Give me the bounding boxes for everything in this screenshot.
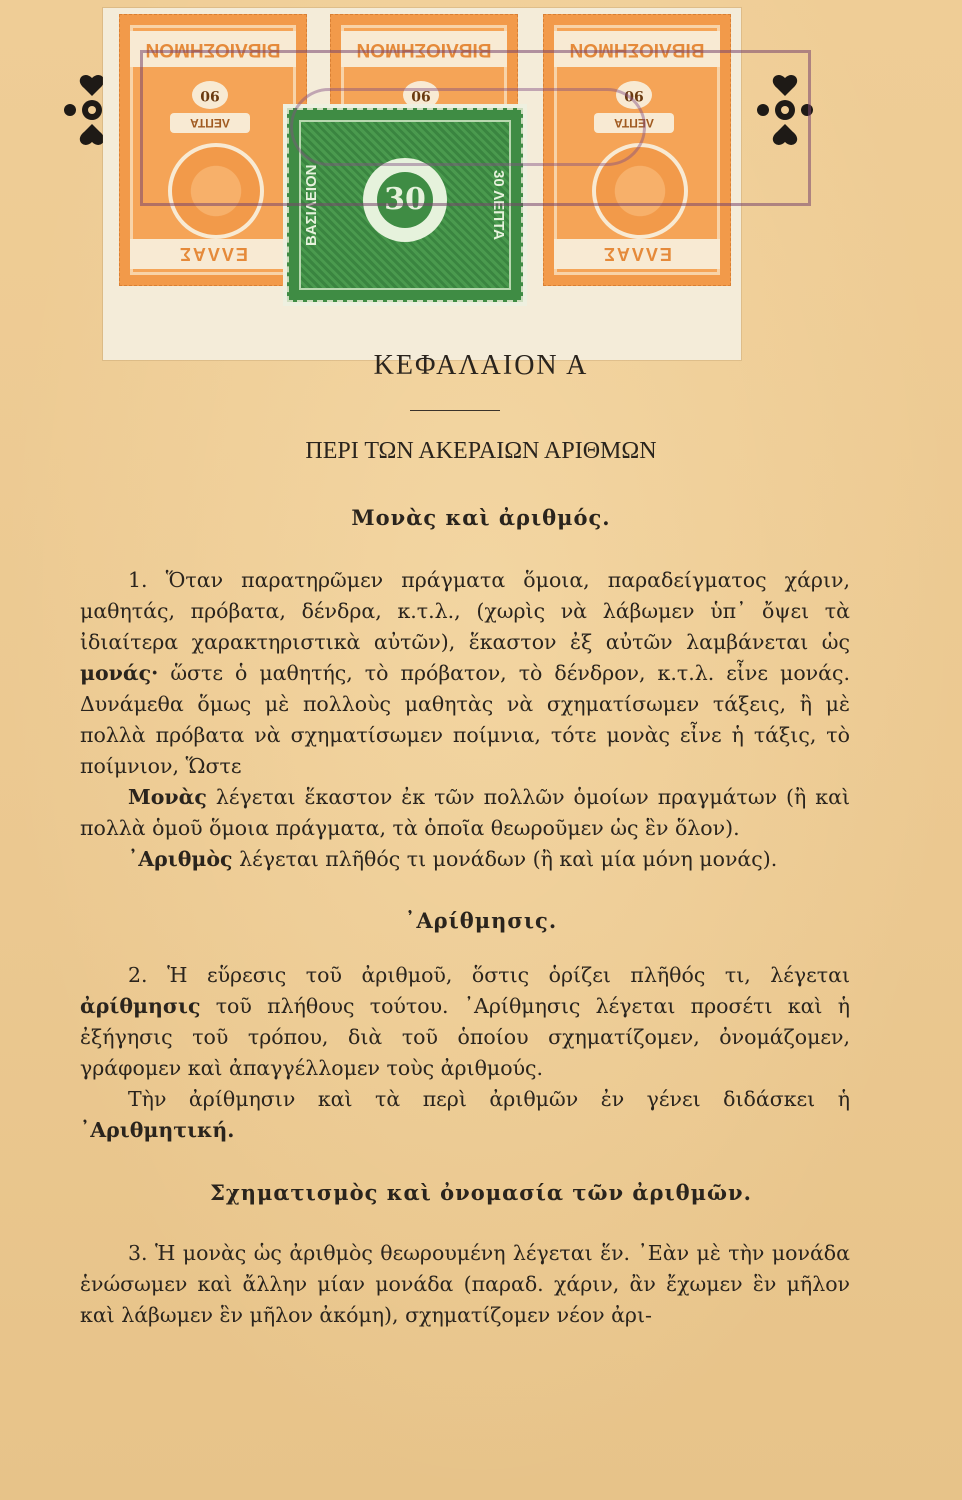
stamp-header: BIBΛIOΣHMON [341, 31, 507, 67]
stamp-footer: EΛΛAΣ [554, 239, 720, 269]
para2-text: 2. Ἡ εὕρεσις τοῦ ἀριθμοῦ, ὅστις ὁρίζει πλῆθός τι, λέγεται [128, 963, 850, 987]
para3-text: Τὴν ἀρίθμησιν καὶ τὰ περὶ ἀριθμῶν ἐν γένει διδάσκει ἡ [128, 1087, 850, 1111]
subheading-formation: Σχηματισμὸς καὶ ὀνομασία τῶν ἀριθμῶν. [210, 1180, 752, 1205]
para1-text-b: ὥστε ὁ μαθητής, τὸ πρόβατον, τὸ δένδρον, κ.τ.λ. εἶνε μονάς. Δυνάμεθα ὅμως μὲ πολλοὺς μαθητὰς νὰ σχηματίσωμεν τάξεις, ἢ μὲ πολλὰ πρόβατα νὰ σχηματίσωμεν ποίμνια, τότε μονὰς εἶνε ἡ τάξις, τὸ ποίμνιον, Ὥστε [80, 661, 850, 778]
green-stamp-left-text: BAΣIΛEION [303, 164, 320, 246]
coat-of-arms-icon [363, 158, 447, 242]
stamp-unit: ΛEΠTA [170, 113, 250, 133]
right-ornament-icon [755, 70, 815, 150]
paragraph-2 [80, 960, 850, 1146]
paragraph-3 [80, 1238, 850, 1331]
term-arithmitiki: ᾽Αριθμητική. [80, 1118, 235, 1142]
stamp-value: 90 [192, 81, 228, 109]
subheading-unit-number: Μονὰς καὶ ἀριθμός. [351, 505, 611, 530]
divider [410, 410, 500, 411]
stamp-value: 90 [403, 81, 439, 109]
stamp-header: BIBΛIOΣHMON [554, 31, 720, 67]
term-arithmisis: ἀρίθμησις [80, 994, 201, 1018]
chapter-title: ΚΕΦΑΛΑΙΟΝ Α [373, 350, 589, 381]
definition-arithmos: λέγεται πλῆθός τι μονάδων (ἢ καὶ μία μόνη μονάς). [239, 847, 778, 871]
orange-stamp [119, 14, 307, 286]
stamp-value: 90 [616, 81, 652, 109]
para1-text: 1. Ὅταν παρατηρῶμεν πράγματα ὅμοια, παραδείγματος χάριν, μαθητάς, πρόβατα, δένδρα, κ.τ.λ., (χωρὶς νὰ λάβωμεν ὑπ᾽ ὄψει τὰ ἰδιαίτερα χαρακτηριστικὰ αὐτῶν), ἕκαστον ἐξ αὐτῶν λαμβάνεται ὡς [80, 568, 850, 654]
stamp-unit: ΛEΠTA [594, 113, 674, 133]
term-monas: μονάς· [80, 661, 159, 685]
definition-monas: λέγεται ἕκαστον ἐκ τῶν πολλῶν ὁμοίων πραγμάτων (ἢ καὶ πολλὰ ὁμοῦ ὅμοια πράγματα, τὰ ὁποῖα θεωροῦμεν ὡς ἓν ὅλον). [80, 785, 850, 840]
green-stamp-right-text: 30 ΛEΠTA [490, 169, 507, 241]
para4-text: 3. Ἡ μονὰς ὡς ἀριθμὸς θεωρουμένη λέγεται ἕν. ᾽Εὰν μὲ τὴν μονάδα ἑνώσωμεν καὶ ἄλλην μίαν μονάδα (παραδ. χάριν, ἂν ἔχωμεν ἓν μῆλον καὶ λάβωμεν ἓν μῆλον ἀκόμη), σχηματίζομεν νέον ἀρι- [80, 1241, 850, 1327]
subheading-counting: ᾽Αρίθμησις. [404, 908, 558, 933]
section-heading: ΠΕΡΙ ΤΩΝ ΑΚΕΡΑΙΩΝ ΑΡΙΘΜΩΝ [305, 438, 657, 464]
cancellation-oval-stamp [290, 88, 646, 166]
para2-text-b: τοῦ πλήθους τούτου. ᾽Αρίθμησις λέγεται προσέτι καὶ ἡ ἐξήγησις τοῦ τρόπου, διὰ τοῦ ὁποίου σχηματίζομεν, ὀνομάζομεν, γράφομεν καὶ ἀπαγγέλλομεν τοὺς ἀριθμούς. [80, 994, 850, 1080]
stamp-header: BIBΛIOΣHMON [130, 31, 296, 67]
stamp-footer: EΛΛAΣ [130, 239, 296, 269]
paragraph-1 [80, 565, 850, 875]
term-monas-def: Μονὰς [128, 785, 207, 809]
term-arithmos: ᾽Αριθμὸς [128, 847, 233, 871]
stamp-portrait-icon [168, 143, 264, 239]
green-stamp-value: 30 [377, 172, 433, 228]
